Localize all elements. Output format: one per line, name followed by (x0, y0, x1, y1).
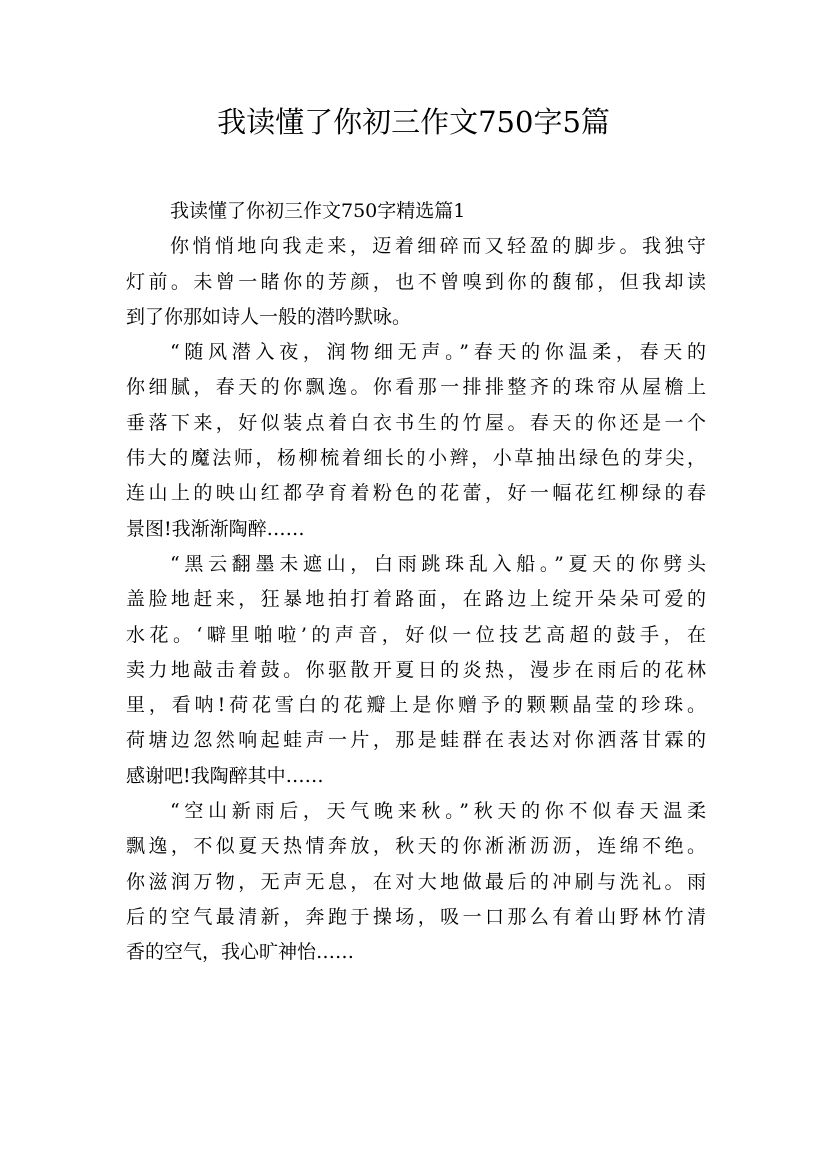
text-line: 连山上的映山红都孕育着粉色的花蕾，好一幅花红柳绿的春 (126, 482, 706, 505)
section-heading: 我读懂了你初三作文750字精选篇1 (170, 200, 466, 222)
text-line: 感谢吧!我陶醉其中…… (126, 764, 324, 787)
text-line: 垂落下来，好似装点着白衣书生的竹屋。春天的你还是一个 (126, 411, 706, 434)
text-line: 后的空气最清新，奔跑于操场，吸一口那么有着山野林竹清 (126, 905, 706, 928)
text-line: 香的空气，我心旷神怡…… (126, 941, 355, 964)
text-line: 卖力地敲击着鼓。你驱散开夏日的炎热，漫步在雨后的花林 (126, 658, 706, 681)
text-line: 盖脸地赶来，狂暴地拍打着路面，在路边上绽开朵朵可爱的 (126, 588, 706, 611)
text-line: 你滋润万物，无声无息，在对大地做最后的冲刷与洗礼。雨 (126, 870, 706, 893)
text-line: “空山新雨后，天气晚来秋。”秋天的你不似春天温柔 (170, 800, 706, 823)
text-line: 你悄悄地向我走来，迈着细碎而又轻盈的脚步。我独守 (170, 235, 706, 258)
text-line: 里，看呐!荷花雪白的花瓣上是你赠予的颗颗晶莹的珍珠。 (126, 694, 706, 717)
text-line: 你细腻，春天的你飘逸。你看那一排排整齐的珠帘从屋檐上 (126, 376, 706, 399)
text-line: 伟大的魔法师，杨柳梳着细长的小辫，小草抽出绿色的芽尖， (126, 447, 706, 470)
text-line: 飘逸，不似夏天热情奔放，秋天的你淅淅沥沥，连绵不绝。 (126, 835, 706, 858)
text-line: 荷塘边忽然响起蛙声一片，那是蛙群在表达对你洒落甘霖的 (126, 729, 706, 752)
text-line: “随风潜入夜，润物细无声。”春天的你温柔，春天的 (170, 341, 706, 364)
text-line: “黑云翻墨未遮山，白雨跳珠乱入船。”夏天的你劈头 (170, 552, 706, 575)
document-title: 我读懂了你初三作文750字5篇 (217, 105, 610, 139)
text-line: 到了你那如诗人一般的潜吟默咏。 (126, 305, 412, 328)
text-line: 景图!我渐渐陶醉…… (126, 517, 305, 540)
text-line: 灯前。未曾一睹你的芳颜，也不曾嗅到你的馥郁，但我却读 (126, 270, 706, 293)
text-line: 水花。‘噼里啪啦’的声音，好似一位技艺高超的鼓手，在 (126, 623, 706, 646)
document-body (126, 194, 706, 971)
